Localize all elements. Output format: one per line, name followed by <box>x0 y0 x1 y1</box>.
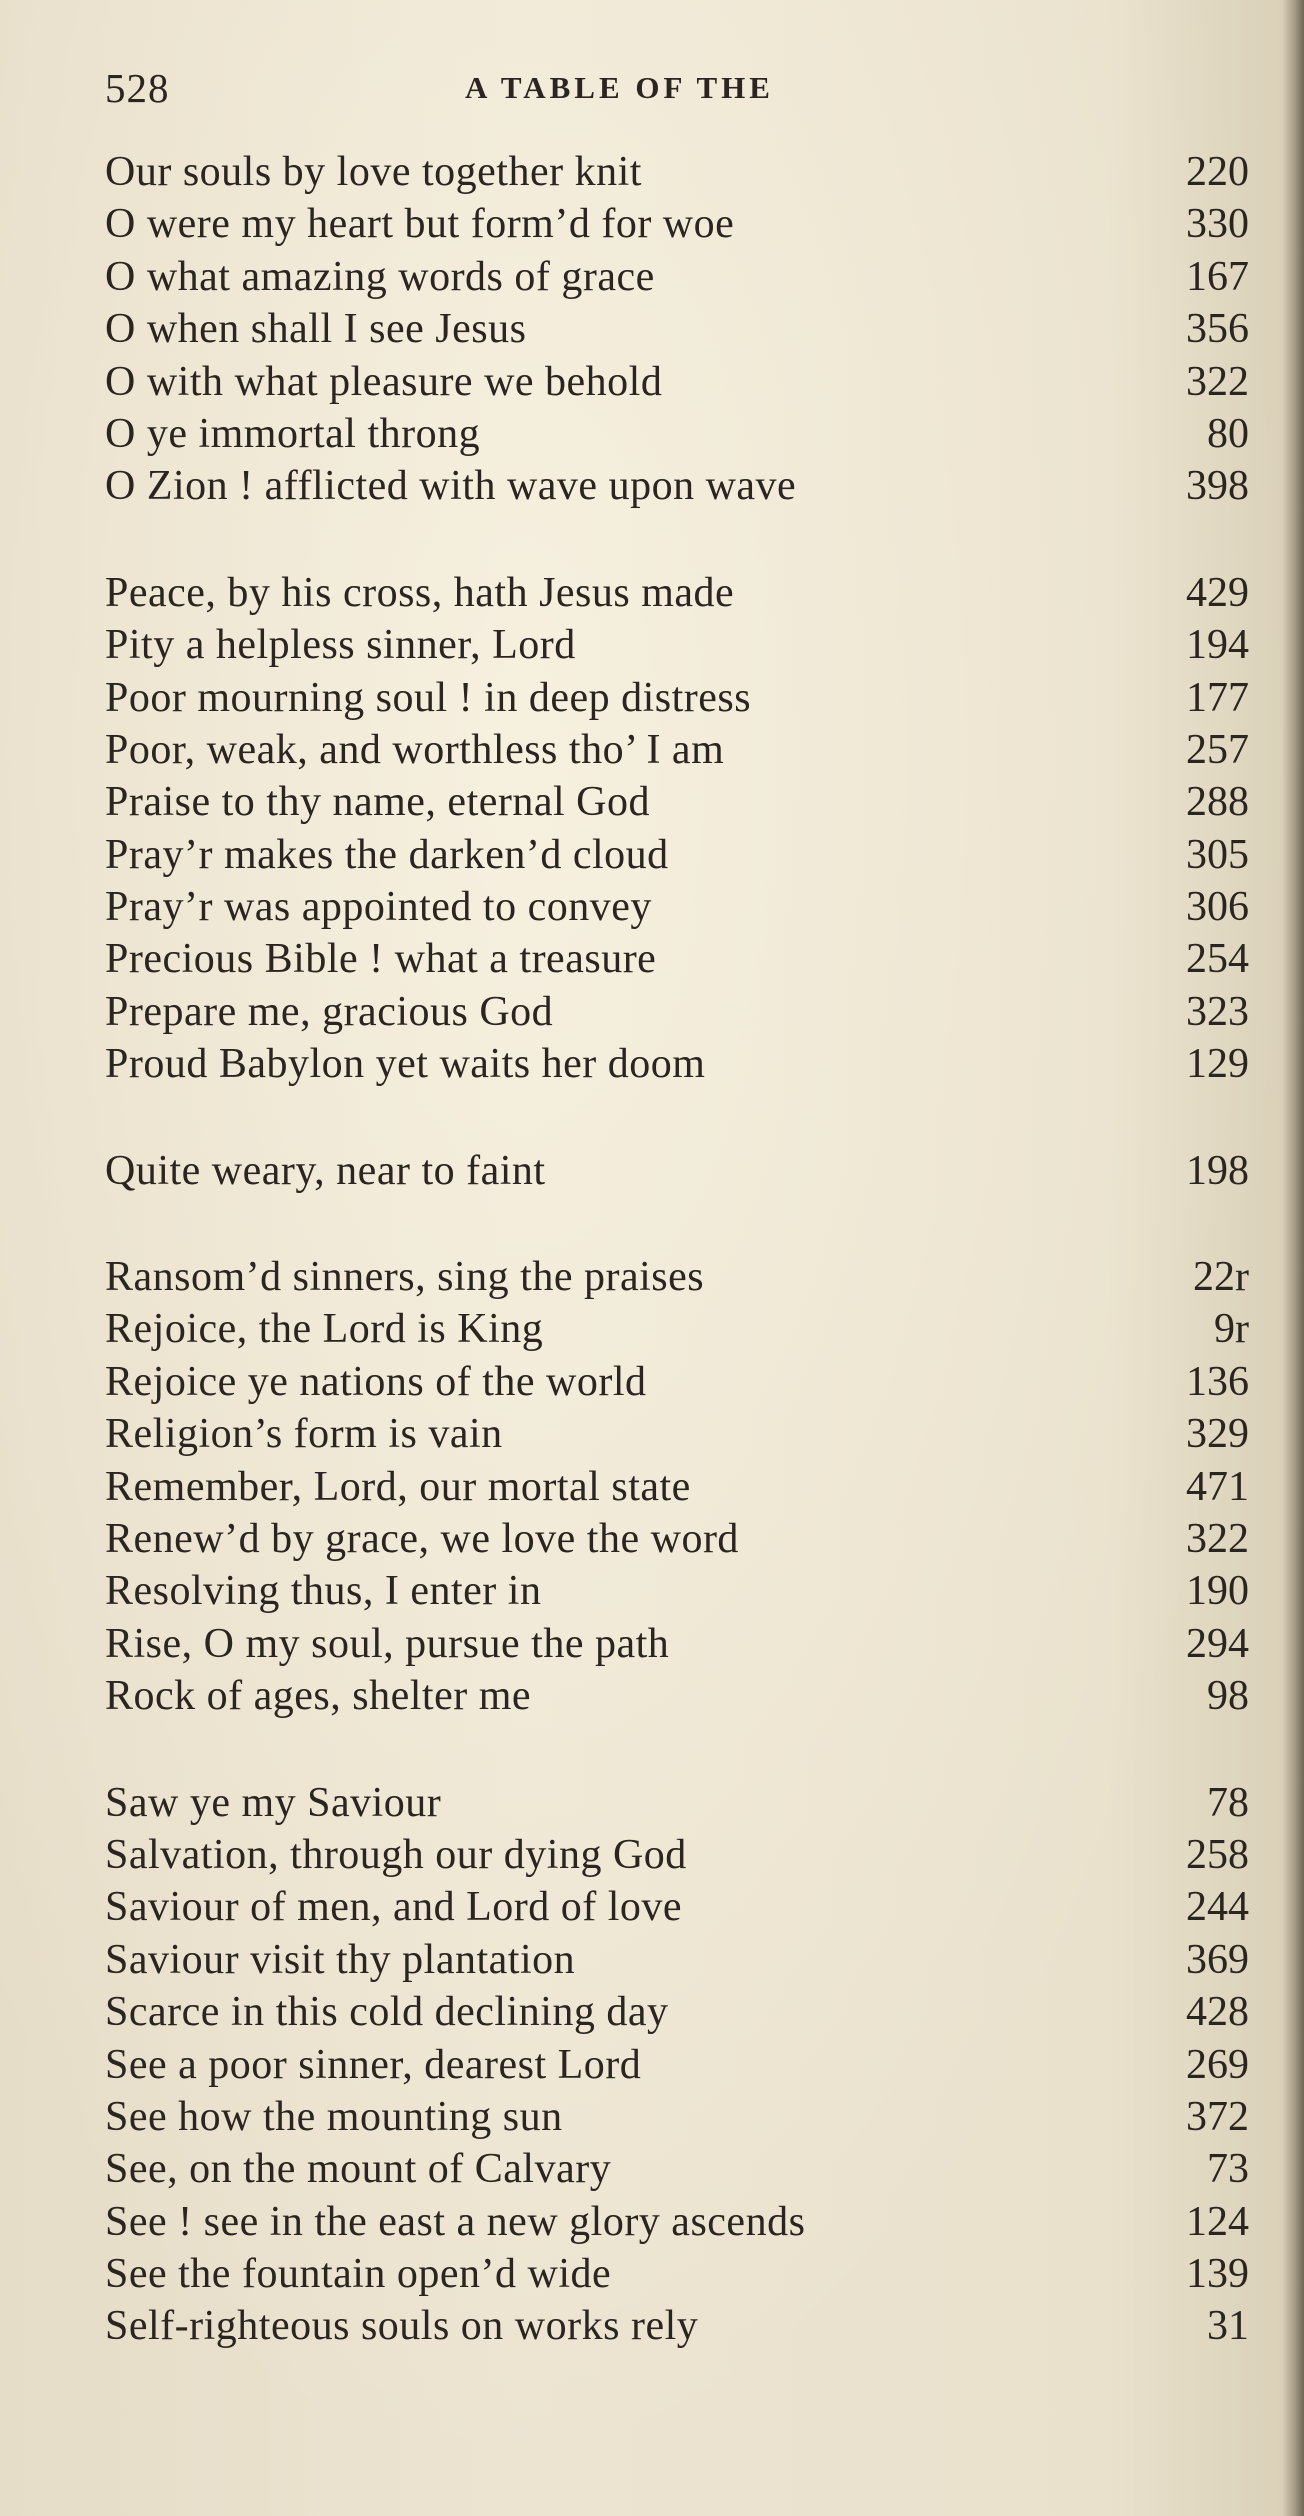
hymn-number: 31 <box>1207 2303 1249 2350</box>
hymn-first-line: Prepare me, gracious God <box>105 988 554 1035</box>
hymn-number: 129 <box>1186 1041 1249 1088</box>
hymn-number: 80 <box>1207 410 1249 457</box>
hymn-first-line: O were my heart but form’d for woe <box>105 201 735 248</box>
hymn-first-line: Pray’r makes the darken’d cloud <box>105 831 669 878</box>
index-entry <box>105 1356 1255 1408</box>
hymn-number: 398 <box>1186 463 1249 510</box>
page-edge-shadow <box>1282 0 1304 2516</box>
hymn-first-line: Saviour visit thy plantation <box>105 1936 576 1983</box>
index-entry <box>105 1145 1255 1197</box>
hymn-number: 177 <box>1186 674 1249 721</box>
index-entry <box>105 1513 1255 1565</box>
hymn-first-line: Religion’s form is vain <box>105 1411 503 1458</box>
index-entry <box>105 933 1255 985</box>
hymn-first-line: Saw ye my Saviour <box>105 1779 442 1826</box>
index-entry <box>105 1565 1255 1617</box>
hymn-number: 73 <box>1207 2146 1249 2193</box>
hymn-first-line: Scarce in this cold declining day <box>105 1989 669 2036</box>
hymn-number: 323 <box>1186 988 1249 1035</box>
hymn-first-line: Rock of ages, shelter me <box>105 1673 532 1720</box>
hymn-first-line: Our souls by love together knit <box>105 149 642 195</box>
index-entry <box>105 2300 1255 2352</box>
hymn-number: 322 <box>1186 1515 1249 1562</box>
hymn-number: 269 <box>1186 2041 1249 2088</box>
hymn-number: 9r <box>1214 1306 1249 1353</box>
index-entry <box>105 356 1255 408</box>
hymn-number: 22r <box>1193 1254 1249 1301</box>
hymn-number: 78 <box>1207 1779 1249 1826</box>
hymn-number: 139 <box>1186 2251 1249 2298</box>
hymn-first-line: O when shall I see Jesus <box>105 306 527 353</box>
index-entry <box>105 1829 1255 1881</box>
hymn-number: 369 <box>1186 1936 1249 1983</box>
hymn-first-line: Precious Bible ! what a treasure <box>105 936 657 983</box>
hymn-first-line: Proud Babylon yet waits her doom <box>105 1041 706 1088</box>
index-entry <box>105 408 1255 460</box>
hymn-first-line: O ye immortal throng <box>105 410 481 457</box>
running-head: A TABLE OF THE <box>465 70 774 105</box>
index-section-q <box>105 1145 1255 1197</box>
hymn-first-line: O Zion ! afflicted with wave upon wave <box>105 463 797 510</box>
hymn-first-line: See ! see in the east a new glory ascends <box>105 2198 806 2245</box>
hymn-number: 98 <box>1207 1673 1249 1720</box>
hymn-number: 136 <box>1186 1358 1249 1405</box>
index-entry <box>105 672 1255 724</box>
hymn-first-line: Resolving thus, I enter in <box>105 1568 542 1615</box>
first-line-index <box>105 146 1255 2353</box>
hymn-first-line: See how the mounting sun <box>105 2093 563 2140</box>
page-header <box>105 64 1245 114</box>
hymn-first-line: O with what pleasure we behold <box>105 358 663 405</box>
index-entry <box>105 619 1255 671</box>
hymn-first-line: Quite weary, near to faint <box>105 1147 546 1194</box>
index-section-s <box>105 1777 1255 2353</box>
hymn-first-line: Rejoice, the Lord is King <box>105 1306 544 1353</box>
index-entry <box>105 1618 1255 1670</box>
hymn-number: 306 <box>1186 884 1249 931</box>
hymn-number: 258 <box>1186 1831 1249 1878</box>
index-entry <box>105 1251 1255 1303</box>
hymn-number: 428 <box>1186 1989 1249 2036</box>
hymn-first-line: Rejoice ye nations of the world <box>105 1358 647 1405</box>
hymn-first-line: Renew’d by grace, we love the word <box>105 1515 739 1562</box>
hymn-number: 198 <box>1186 1147 1249 1194</box>
index-entry <box>105 1038 1255 1090</box>
hymn-first-line: Poor mourning soul ! in deep distress <box>105 674 752 721</box>
hymn-number: 254 <box>1186 936 1249 983</box>
hymn-first-line: Ransom’d sinners, sing the praises <box>105 1254 705 1301</box>
hymn-number: 220 <box>1186 149 1249 195</box>
page-number: 528 <box>105 65 170 111</box>
index-entry <box>105 986 1255 1038</box>
hymn-first-line: Praise to thy name, eternal God <box>105 779 651 826</box>
hymn-first-line: Salvation, through our dying God <box>105 1831 687 1878</box>
index-entry <box>105 1408 1255 1460</box>
index-entry <box>105 776 1255 828</box>
hymn-number: 429 <box>1186 569 1249 616</box>
hymn-first-line: O what amazing words of grace <box>105 253 655 300</box>
index-entry <box>105 567 1255 619</box>
index-entry <box>105 1881 1255 1933</box>
index-entry <box>105 2143 1255 2195</box>
index-entry <box>105 829 1255 881</box>
hymn-number: 257 <box>1186 726 1249 773</box>
hymn-first-line: Peace, by his cross, hath Jesus made <box>105 569 735 616</box>
hymn-number: 294 <box>1186 1620 1249 1667</box>
hymn-first-line: Pray’r was appointed to convey <box>105 884 652 931</box>
hymn-number: 190 <box>1186 1568 1249 1615</box>
index-entry <box>105 724 1255 776</box>
hymn-number: 167 <box>1186 253 1249 300</box>
hymn-number: 288 <box>1186 779 1249 826</box>
hymn-number: 330 <box>1186 201 1249 248</box>
hymn-number: 322 <box>1186 358 1249 405</box>
hymn-first-line: Remember, Lord, our mortal state <box>105 1463 691 1510</box>
index-entry <box>105 1934 1255 1986</box>
hymn-number: 329 <box>1186 1411 1249 1458</box>
index-entry <box>105 1461 1255 1513</box>
index-entry <box>105 1986 1255 2038</box>
hymn-first-line: See the fountain open’d wide <box>105 2251 612 2298</box>
index-entry <box>105 2039 1255 2091</box>
index-entry <box>105 460 1255 512</box>
index-entry <box>105 2091 1255 2143</box>
index-entry <box>105 146 1255 198</box>
hymn-first-line: Saviour of men, and Lord of love <box>105 1884 683 1931</box>
index-entry <box>105 881 1255 933</box>
index-entry <box>105 1303 1255 1355</box>
index-entry <box>105 198 1255 250</box>
index-entry <box>105 303 1255 355</box>
index-entry <box>105 2196 1255 2248</box>
index-entry <box>105 1777 1255 1829</box>
index-section-r <box>105 1251 1255 1723</box>
hymn-first-line: Pity a helpless sinner, Lord <box>105 622 576 669</box>
hymn-number: 471 <box>1186 1463 1249 1510</box>
hymn-number: 194 <box>1186 622 1249 669</box>
hymn-number: 372 <box>1186 2093 1249 2140</box>
index-entry <box>105 2248 1255 2300</box>
index-entry <box>105 1670 1255 1722</box>
hymn-first-line: See, on the mount of Calvary <box>105 2146 612 2193</box>
index-section-o <box>105 146 1255 513</box>
hymn-number: 244 <box>1186 1884 1249 1931</box>
hymn-number: 124 <box>1186 2198 1249 2245</box>
hymn-first-line: Self-righteous souls on works rely <box>105 2303 699 2350</box>
hymn-first-line: Rise, O my soul, pursue the path <box>105 1620 670 1667</box>
index-entry <box>105 251 1255 303</box>
index-section-p <box>105 567 1255 1091</box>
hymn-first-line: See a poor sinner, dearest Lord <box>105 2041 642 2088</box>
hymn-number: 305 <box>1186 831 1249 878</box>
hymn-number: 356 <box>1186 306 1249 353</box>
hymn-first-line: Poor, weak, and worthless tho’ I am <box>105 726 725 773</box>
